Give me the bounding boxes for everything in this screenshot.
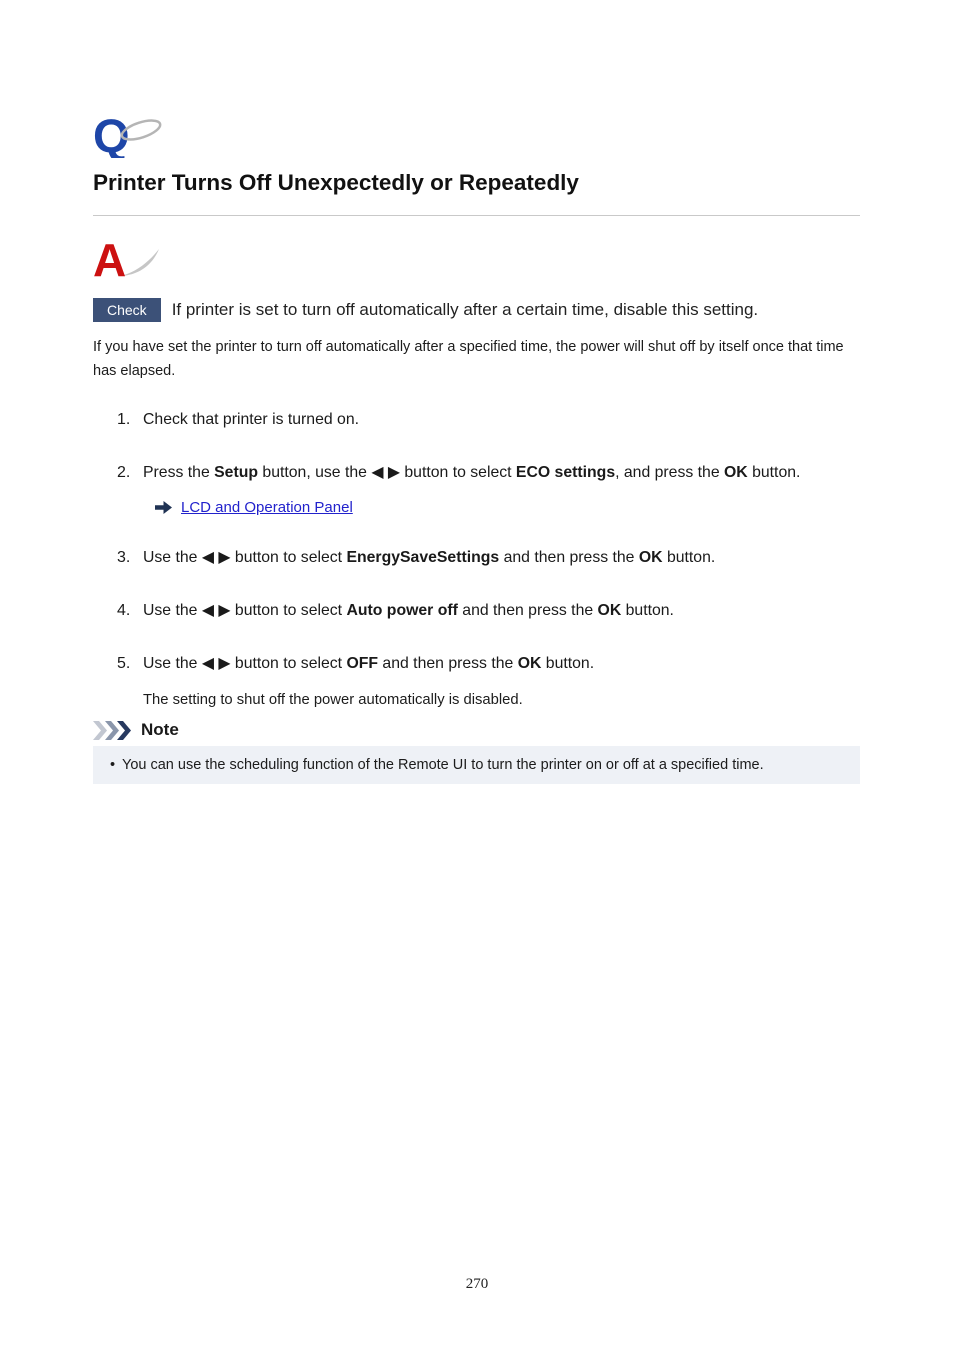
step-text-segment: button to select bbox=[230, 655, 347, 672]
step-text bbox=[143, 545, 860, 571]
step-text-bold: ◀ ▶ bbox=[201, 655, 231, 672]
step-text-bold: Setup bbox=[214, 464, 259, 481]
step-number: 4. bbox=[117, 602, 131, 619]
note-heading bbox=[93, 720, 860, 740]
note-item-text: You can use the scheduling function of the Remote UI to turn the printer on or off at a specified time. bbox=[122, 757, 764, 773]
intro-paragraph: If you have set the printer to turn off automatically after a specified time, the power will shut off by itself once that time has elapsed. bbox=[93, 339, 844, 379]
step-text-segment: button, use the bbox=[258, 464, 372, 481]
step-item bbox=[117, 460, 860, 518]
reference-link-row bbox=[155, 497, 860, 518]
steps-list bbox=[93, 407, 860, 711]
note-section bbox=[93, 720, 860, 784]
step-text-segment: , and press the bbox=[615, 464, 724, 481]
step-number: 5. bbox=[117, 655, 131, 672]
step-text-segment: button to select bbox=[230, 602, 347, 619]
step-text-segment: Press the bbox=[143, 464, 215, 481]
step-body bbox=[143, 460, 860, 518]
step-text-bold: OFF bbox=[346, 655, 379, 672]
answer-letter: A bbox=[93, 236, 127, 280]
step-text-segment: and then press the bbox=[457, 602, 598, 619]
step-body bbox=[143, 545, 860, 571]
step-number: 1. bbox=[117, 411, 131, 428]
step-text-bold: OK bbox=[597, 602, 622, 619]
note-item bbox=[107, 754, 846, 776]
question-icon-graphic bbox=[93, 110, 173, 158]
page-number: 270 bbox=[465, 1276, 489, 1292]
step-number: 3. bbox=[117, 549, 131, 566]
step-body bbox=[143, 651, 860, 711]
step-text-segment: button to select bbox=[230, 549, 347, 566]
step-text-bold: ◀ ▶ bbox=[201, 602, 231, 619]
step-text-bold: Auto power off bbox=[346, 602, 458, 619]
step-item bbox=[117, 598, 860, 624]
step-text bbox=[143, 598, 860, 624]
step-text-segment: button. bbox=[621, 602, 674, 619]
step-text-segment: button. bbox=[541, 655, 595, 672]
step-body bbox=[143, 598, 860, 624]
step-item bbox=[117, 651, 860, 711]
step-item bbox=[117, 545, 860, 571]
step-text bbox=[143, 460, 860, 486]
note-chevrons-icon bbox=[93, 721, 133, 740]
note-list bbox=[107, 754, 846, 776]
step-text-segment: button. bbox=[662, 549, 716, 566]
question-icon bbox=[93, 110, 860, 158]
step-text-segment: Use the bbox=[143, 602, 202, 619]
answer-icon-graphic bbox=[93, 236, 173, 280]
page-title: Printer Turns Off Unexpectedly or Repeatedly bbox=[93, 170, 579, 195]
step-text-bold: OK bbox=[638, 549, 663, 566]
check-badge: Check bbox=[93, 298, 161, 322]
chevron-light bbox=[93, 721, 107, 740]
step-number: 2. bbox=[117, 464, 131, 481]
divider-rule bbox=[93, 215, 860, 216]
note-title: Note bbox=[141, 720, 179, 739]
jump-arrow-icon bbox=[155, 501, 172, 514]
check-text: If printer is set to turn off automatically after a certain time, disable this setting. bbox=[171, 300, 759, 319]
page-content bbox=[93, 0, 860, 784]
answer-icon bbox=[93, 236, 860, 280]
step-text-segment: and then press the bbox=[378, 655, 518, 672]
step-result-text: The setting to shut off the power automatically is disabled. bbox=[143, 692, 523, 708]
swoosh-icon bbox=[121, 249, 159, 276]
step-text-bold: ◀ ▶ bbox=[371, 464, 400, 481]
step-text-segment: Use the bbox=[143, 655, 202, 672]
bullet: • bbox=[110, 757, 116, 773]
lcd-operation-panel-link[interactable]: LCD and Operation Panel bbox=[181, 499, 353, 516]
note-box bbox=[93, 746, 860, 784]
step-text-bold: OK bbox=[517, 655, 542, 672]
step-text-segment: button. bbox=[747, 464, 801, 481]
step-text-segment: and then press the bbox=[499, 549, 639, 566]
step-text bbox=[143, 407, 860, 433]
step-text-bold: OK bbox=[724, 464, 748, 481]
step-text-segment: Use the bbox=[143, 549, 202, 566]
step-item bbox=[117, 407, 860, 433]
step-text bbox=[143, 651, 860, 677]
step-text-bold: ECO settings bbox=[515, 464, 616, 481]
chevron-mid bbox=[105, 721, 119, 740]
step-body bbox=[143, 407, 860, 433]
chevron-dark bbox=[117, 721, 131, 740]
step-text-bold: ◀ ▶ bbox=[201, 549, 231, 566]
step-text-segment: Check that printer is turned on. bbox=[143, 411, 360, 428]
step-text-bold: EnergySaveSettings bbox=[346, 549, 500, 566]
step-text-segment: button to select bbox=[400, 464, 516, 481]
check-row bbox=[93, 298, 860, 322]
question-letter: Q bbox=[93, 110, 130, 158]
